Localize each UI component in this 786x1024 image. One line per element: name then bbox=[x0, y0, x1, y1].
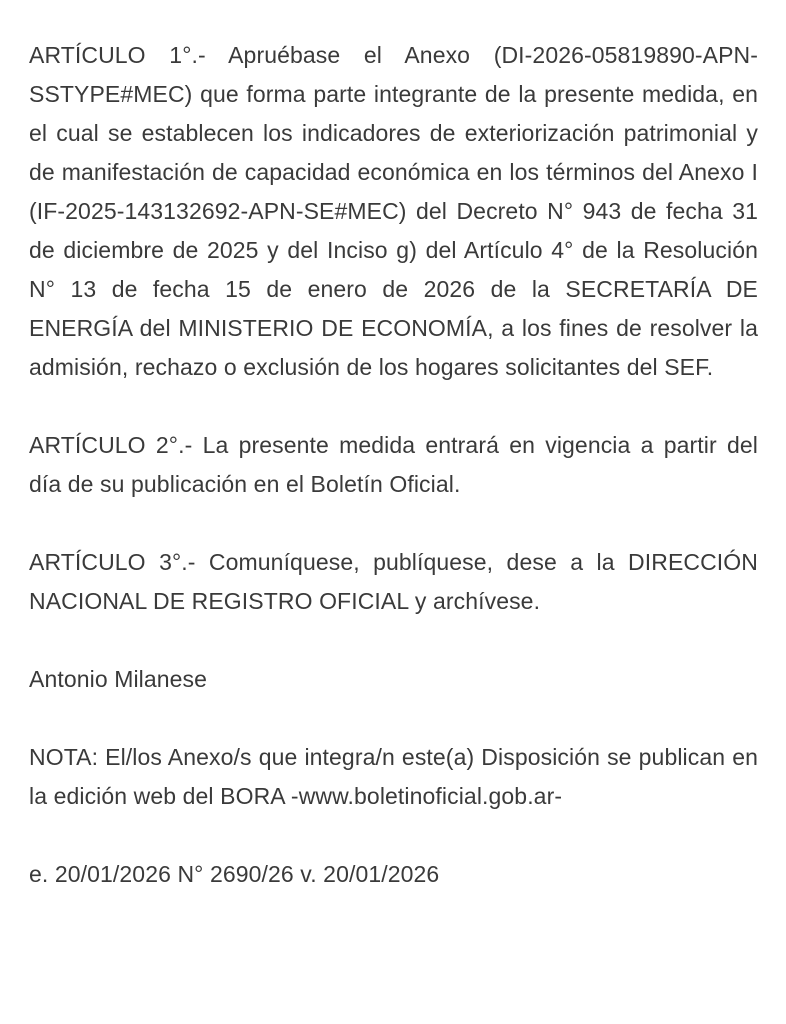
article-1-text: ARTÍCULO 1°.- Apruébase el Anexo (DI-2026-05819890-APN-SSTYPE#MEC) que forma parte integrante de la presente medida, en el cual se establecen los indicadores de exteriorización patrimonial y de manifestación de capacidad económica en los términos del Anexo I (IF-2025-143132692-APN-SE#MEC) del Decreto N° 943 de fecha 31 de diciembre de 2025 y del Inciso g) del Artículo 4° de la Resolución N° 13 de fecha 15 de enero de 2026 de la SECRETARÍA DE ENERGÍA del MINISTERIO DE ECONOMÍA, a los fines de resolver la admisión, rechazo o exclusión de los hogares solicitantes del SEF. bbox=[29, 42, 758, 380]
article-3-text: ARTÍCULO 3°.- Comuníquese, publíquese, dese a la DIRECCIÓN NACIONAL DE REGISTRO OFICIAL y archívese. bbox=[29, 549, 758, 614]
document-body bbox=[29, 36, 758, 894]
publication-line: e. 20/01/2026 N° 2690/26 v. 20/01/2026 bbox=[29, 861, 440, 887]
article-2-text: ARTÍCULO 2°.- La presente medida entrará en vigencia a partir del día de su publicación en el Boletín Oficial. bbox=[29, 432, 758, 497]
annex-note: NOTA: El/los Anexo/s que integra/n este(a) Disposición se publican en la edición web del BORA -www.boletinoficial.gob.ar- bbox=[29, 744, 758, 809]
signatory-name: Antonio Milanese bbox=[29, 666, 208, 692]
